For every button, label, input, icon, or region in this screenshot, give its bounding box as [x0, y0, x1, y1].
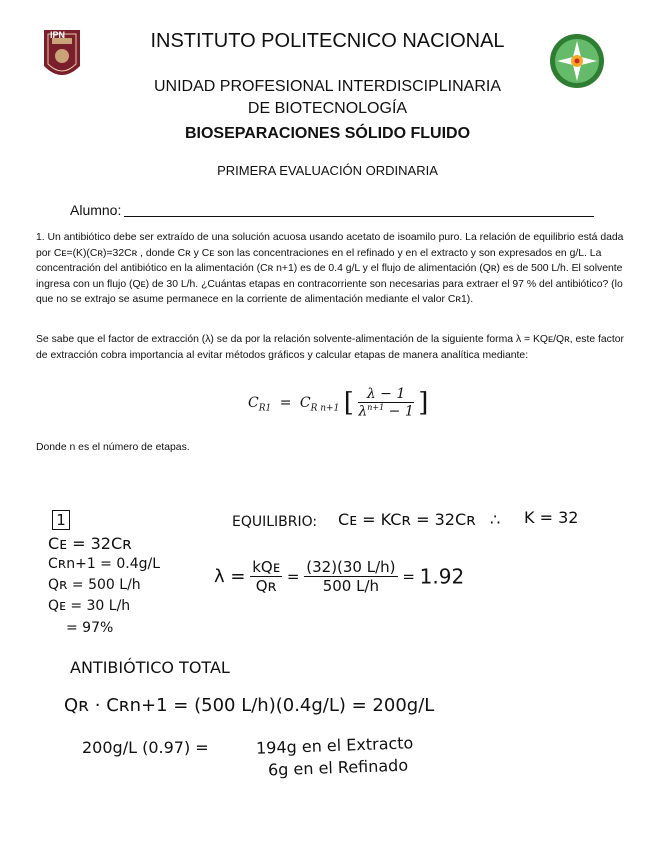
formula-lhs-sub: R1 — [258, 403, 272, 414]
institution-title: INSTITUTO POLITECNICO NACIONAL — [150, 30, 505, 52]
lambda-frac1-den: Qʀ — [255, 577, 277, 595]
equilibrium-equation: Cᴇ = KCʀ = 32Cʀ — [338, 510, 476, 529]
lambda-calculation — [214, 558, 464, 595]
course-title: BIOSEPARACIONES SÓLIDO FLUIDO — [184, 125, 471, 142]
formula-den-base: λ — [358, 403, 368, 420]
formula-den-sup: n+1 — [367, 403, 385, 412]
problem-number-box: 1 — [52, 510, 70, 530]
lambda-eq-2: = — [402, 567, 415, 586]
formula-c-sub: R n+1 — [310, 403, 340, 414]
lambda-result: 1.92 — [419, 564, 465, 589]
lambda-lhs: λ = — [214, 566, 246, 587]
therefore-symbol: ∴ — [490, 510, 501, 529]
extract-equation: 200g/L (0.97) = — [82, 738, 209, 757]
formula-numerator: λ − 1 — [358, 386, 413, 403]
problem-paragraph-2: Se sabe que el factor de extracción (λ) se da por la relación solvente-alimentación de la siguiente forma λ = KQᴇ/Qʀ, este factor de extracción cobra importancia al evitar métodos gráficos y calcular etapas de manera analítica mediante: — [36, 334, 624, 361]
lambda-frac2-den: 500 L/h — [322, 577, 380, 595]
given-crn1: Cʀn+1 = 0.4g/L — [48, 556, 161, 572]
formula-denominator — [358, 403, 413, 420]
given-qr: Qʀ = 500 L/h — [48, 577, 141, 593]
total-antibiotic-title: ANTIBIÓTICO TOTAL — [70, 658, 230, 677]
given-percent: = 97% — [66, 620, 114, 636]
student-label: Alumno: — [70, 202, 122, 218]
formula-c: C — [299, 394, 311, 411]
lambda-fraction-2 — [304, 558, 397, 595]
unit-title-line1: UNIDAD PROFESIONAL INTERDISCIPLINARIA — [153, 78, 502, 95]
lambda-fraction-1 — [250, 558, 282, 595]
exam-title: PRIMERA EVALUACIÓN ORDINARIA — [217, 163, 438, 178]
total-antibiotic-equation: Qʀ · Cʀn+1 = (500 L/h)(0.4g/L) = 200g/L — [64, 695, 435, 716]
student-name-line[interactable] — [124, 216, 594, 217]
unit-title-line2: DE BIOTECNOLOGÍA — [247, 100, 408, 117]
problem-paragraph-1: 1. Un antibiótico debe ser extraído de una solución acuosa usando acetato de isoamilo puro. La relación de equilibrio está dada por Cᴇ=(K)(Cʀ)=32Cʀ , donde Cʀ y Cᴇ son las concentraciones en el refinado y en el extracto y son expresados en g/L. La concentración del antibiótico en la alimentación (Cʀ n+1) es de 0.4 g/L y el flujo de alimentación (Qʀ) es de 500 L/h. El solvente ingresa con un flujo (Qᴇ) de 30 L/h. ¿Cuántas etapas en contracorriente son necesarias para extraer el 97 % del antibiótico? (lo que no se extrajo se asume permanece en la corriente de alimentación mediante el valor Cʀ1). — [36, 232, 624, 306]
equilibrium-label: EQUILIBRIO: — [232, 514, 318, 530]
ipn-seal-text: IPN — [50, 30, 66, 40]
given-qe: Qᴇ = 30 L/h — [48, 598, 131, 614]
lambda-eq-1: = — [286, 567, 300, 586]
formula-den-tail: − 1 — [384, 403, 414, 420]
lambda-frac2-num: (32)(30 L/h) — [306, 558, 396, 576]
lambda-frac1-num: kQᴇ — [252, 558, 281, 576]
problem-paragraph-3: Donde n es el número de etapas. — [36, 442, 190, 453]
raffinate-amount: 6g en el Refinado — [267, 755, 409, 780]
extract-amount: 194g en el Extracto — [255, 733, 414, 758]
given-ce: Cᴇ = 32Cʀ — [48, 534, 132, 553]
stages-formula: $C_{R1} = C_{R n+1}$ [ $\frac{\lambda - 1}{\lambda^{n+1} - 1}$ ] — [248, 386, 429, 420]
formula-equals: = — [279, 394, 292, 411]
formula-lhs: C — [248, 394, 259, 411]
k-value: K = 32 — [524, 508, 579, 527]
formula-fraction — [358, 386, 413, 420]
